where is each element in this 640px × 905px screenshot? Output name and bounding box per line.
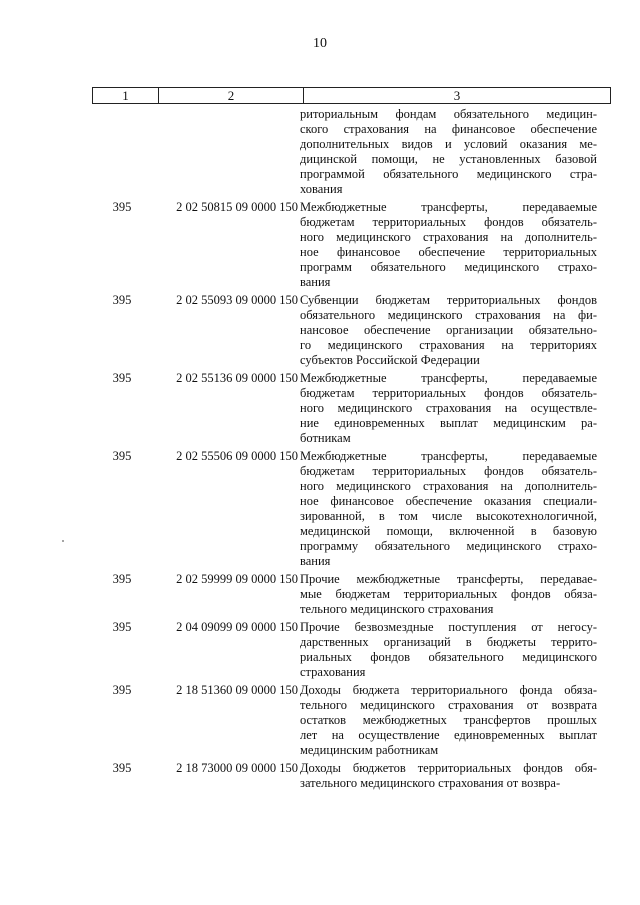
column-header-3: 3 [303,88,610,103]
description-line: Межбюджетные трансферты, передаваемые [300,371,597,385]
admin-code: 395 [112,371,132,385]
description-line: дополнительных видов и условий оказания ме- [300,137,597,151]
description-line: программой обязательного медицинского стра- [300,167,597,181]
description-line: бюджетам территориальных фондов обязатель- [300,386,597,400]
admin-code: 395 [112,761,132,775]
description-line: зательного медицинского страхования от возвра- [300,776,561,790]
budget-classification-code: 2 04 09099 09 0000 150 [176,620,298,634]
budget-classification-code: 2 02 55093 09 0000 150 [176,293,298,307]
budget-classification-code: 2 18 73000 09 0000 150 [176,761,298,775]
admin-code: 395 [112,572,132,586]
description-line: остатков межбюджетных трансфертов прошлых [300,713,597,727]
description-line: ного медицинского страхования на дополнитель- [300,479,597,493]
description-line: риальных фондов обязательного медицинского [300,650,597,664]
description-line: ное финансовое обеспечение территориальных [300,245,597,259]
description-line: ние единовременных выплат медицинским ра- [300,416,597,430]
description-line: программу обязательного медицинского страхо- [300,539,597,553]
table-row [0,371,640,446]
description-line: Межбюджетные трансферты, передаваемые [300,200,597,214]
page-number: 10 [313,36,327,51]
row-description [300,683,597,758]
description-line: ского страхования на финансовое обеспечение [300,122,597,136]
description-line: ного медицинского страхования на осуществле- [300,401,597,415]
description-line: Субвенции бюджетам территориальных фондов [300,293,597,307]
row-description [300,761,597,791]
description-line: го медицинского страхования на территориях [300,338,597,352]
row-description [300,293,597,368]
description-line: вания [300,275,331,289]
description-line: тельного медицинского страхования [300,602,494,616]
budget-classification-code: 2 18 51360 09 0000 150 [176,683,298,697]
row-description [300,200,597,290]
description-line: дицинской помощи, не установленных базовой [300,152,597,166]
description-line: ботникам [300,431,351,445]
table-row [0,293,640,368]
description-line: медицинской помощи, включенной в базовую [300,524,597,538]
description-line: субъектов Российской Федерации [300,353,480,367]
table-row-continuation [0,107,640,197]
description-line: бюджетам территориальных фондов обязатель- [300,215,597,229]
description-line: Доходы бюджета территориального фонда обяза- [300,683,597,697]
budget-classification-code: 2 02 50815 09 0000 150 [176,200,298,214]
table-body [0,107,640,794]
column-header-2: 2 [158,88,303,103]
budget-classification-code: 2 02 59999 09 0000 150 [176,572,298,586]
row-description [300,449,597,569]
description-line: хования [300,182,343,196]
description-line: вания [300,554,331,568]
table-row [0,683,640,758]
table-row [0,761,640,791]
description-line: Прочие межбюджетные трансферты, передавае- [300,572,597,586]
table-header [92,87,611,104]
description-line: зированной, в том числе высокотехнологичной, [300,509,597,523]
description-line: страхования [300,665,366,679]
description-line: Доходы бюджетов территориальных фондов обя- [300,761,597,775]
description-line: лет на осуществление единовременных выплат [300,728,597,742]
admin-code: 395 [112,449,132,463]
description-line: нансовое обеспечение организации обязательно- [300,323,597,337]
description-line: ное финансовое обеспечение оказания специали- [300,494,597,508]
description-line: медицинским работникам [300,743,439,757]
description-line: дарственных организаций в бюджеты террито- [300,635,597,649]
table-row [0,620,640,680]
table-row [0,572,640,617]
column-header-1: 1 [122,88,129,103]
description-line: программ обязательного медицинского страхо- [300,260,597,274]
description-line: тельного медицинского страхования от возврата [300,698,597,712]
row-description [300,107,597,197]
admin-code: 395 [112,683,132,697]
description-line: обязательного медицинского страхования на фи- [300,308,597,322]
description-line: мые бюджетам территориальных фондов обяза- [300,587,597,601]
row-description [300,572,597,617]
description-line: ного медицинского страхования на дополнитель- [300,230,597,244]
budget-classification-code: 2 02 55506 09 0000 150 [176,449,298,463]
description-line: бюджетам территориальных фондов обязатель- [300,464,597,478]
table-row [0,449,640,569]
description-line: Межбюджетные трансферты, передаваемые [300,449,597,463]
admin-code: 395 [112,620,132,634]
admin-code: 395 [112,293,132,307]
row-description [300,620,597,680]
description-line: риториальным фондам обязательного медицин- [300,107,597,121]
admin-code: 395 [112,200,132,214]
description-line: Прочие безвозмездные поступления от негосу- [300,620,597,634]
table-row [0,200,640,290]
budget-classification-code: 2 02 55136 09 0000 150 [176,371,298,385]
row-description [300,371,597,446]
